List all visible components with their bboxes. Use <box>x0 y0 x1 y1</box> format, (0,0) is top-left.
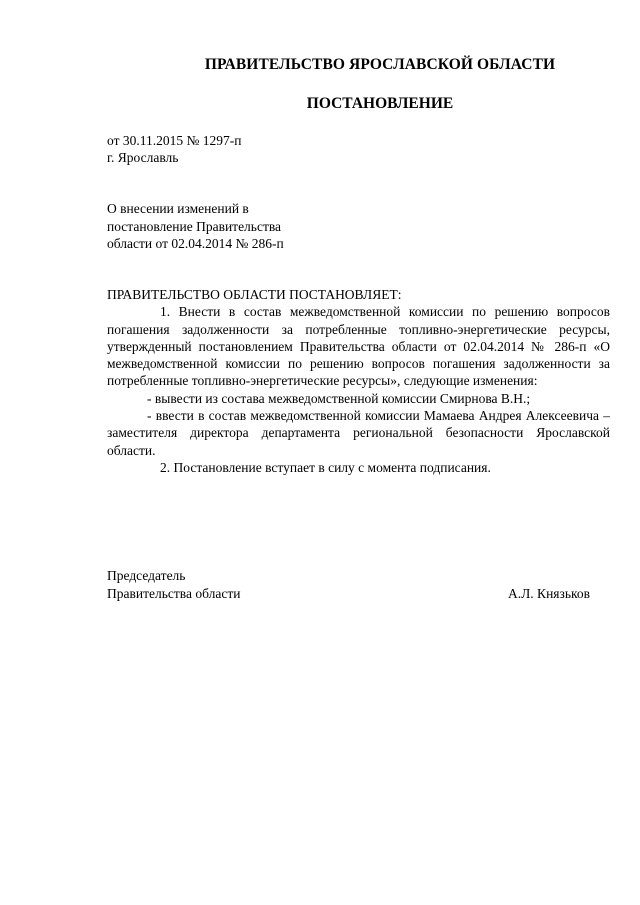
date-number: от 30.11.2015 № 1297-п <box>107 133 242 148</box>
signatory-title-line: Председатель <box>107 568 186 583</box>
paragraph-item-2: 2. Постановление вступает в силу с момента подписания. <box>160 459 491 475</box>
subject-line: области от 02.04.2014 № 286-п <box>107 236 284 251</box>
organization-heading: ПРАВИТЕЛЬСТВО ЯРОСЛАВСКОЙ ОБЛАСТИ <box>204 56 556 73</box>
subject-line: постановление Правительства <box>107 218 282 234</box>
city: г. Ярославль <box>107 150 179 165</box>
signature-block <box>107 567 590 602</box>
signature-row <box>107 585 590 603</box>
paragraph-item-1-b: - ввести в состав межведомственной комиссии Мамаева Андрея Алексеевича – заместителя директора департамента региональной безопасности Ярославской области. <box>107 408 610 458</box>
document-body <box>107 286 610 476</box>
signatory-title-line: Правительства области <box>107 585 241 601</box>
paragraph-item-1-a: - вывести из состава межведомственной комиссии Смирнова В.Н.; <box>147 390 531 406</box>
document-subject <box>107 200 284 253</box>
signatory-name: А.Л. Князьков <box>508 585 590 601</box>
subject-line: О внесении изменений в <box>107 201 249 216</box>
paragraph-item-1: 1. Внести в состав межведомственной комиссии по решению вопросов погашения задолженности за потребленные топливно-энергетические ресурсы, утвержденный постановлением Правительства области от 02.04.2014 № 286-п «О межведомственной комиссии по решению вопросов погашения задолженности за потребленные топливно-энергетические ресурсы», следующие изменения: <box>107 304 610 389</box>
preamble: ПРАВИТЕЛЬСТВО ОБЛАСТИ ПОСТАНОВЛЯЕТ: <box>107 287 402 302</box>
document-meta <box>107 132 241 166</box>
document-type-heading: ПОСТАНОВЛЕНИЕ <box>306 95 454 112</box>
